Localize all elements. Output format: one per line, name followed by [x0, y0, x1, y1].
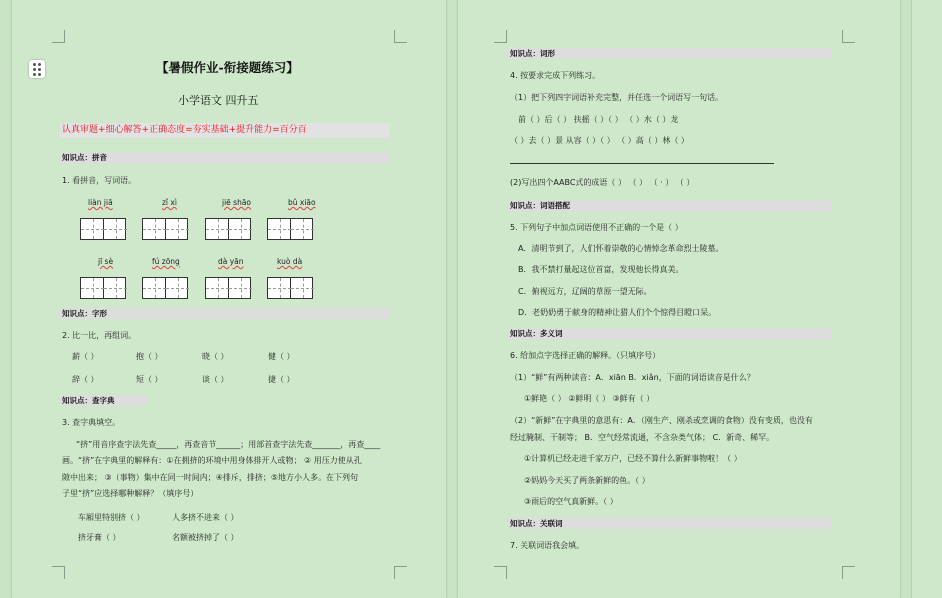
compare-item: 抱（ ） — [136, 352, 163, 361]
paragraph-line: 画。“挤”在字典里的解释有：①在拥挤的环境中用身体排开人或物； ② 用压力使从孔 — [62, 456, 362, 465]
drag-handle-icon[interactable] — [29, 60, 45, 78]
question-5: 5. 下列句子中加点词语使用不正确的一个是（ ） — [510, 223, 683, 232]
sentence-item: 人多挤不进来（ ） — [172, 513, 239, 522]
document-page-left — [12, 0, 446, 598]
compare-item: 捷（ ） — [268, 375, 295, 384]
writing-grid[interactable] — [142, 277, 188, 299]
writing-grid[interactable] — [267, 218, 313, 240]
crop-mark — [52, 566, 65, 579]
pinyin-label: bǔ xiāo — [288, 198, 316, 207]
question-6-part-1: （1）“鲜”有两种读音：A．xiān B．xiǎn，下面的词语读音是什么？ — [510, 373, 755, 382]
pinyin-label: kuò dà — [277, 257, 303, 266]
question-2: 2. 比一比，再组词。 — [62, 331, 137, 340]
paragraph-line: 子里“挤”应选择哪种解释？（填序号） — [62, 489, 199, 498]
writing-grid[interactable] — [142, 218, 188, 240]
question-4-part-2: (2)写出四个AABC式的成语（ ） （ ） （ · ） （ ） — [510, 178, 695, 187]
idiom-row: 前（ ）后（ ） 扶摇（ ）（ ） （ ）水（ ）龙 — [518, 115, 679, 124]
paragraph-line: 经过腌制、干制等； B．空气经常流通，不含杂类气体； C．新奇、稀罕。 — [510, 433, 775, 442]
writing-grid[interactable] — [267, 277, 313, 299]
answer-line — [510, 163, 774, 164]
pinyin-label: dà yān — [218, 257, 244, 266]
section-heading-conjunction: 知识点：关联词 — [508, 518, 832, 529]
compare-item: 辞（ ） — [72, 375, 99, 384]
crop-mark — [494, 30, 507, 43]
section-heading-dictionary: 知识点：查字典 — [60, 395, 148, 406]
choice-a: A．清明节到了，人们怀着崇敬的心情悼念革命烈士陵墓。 — [518, 244, 724, 253]
sentence-item: 挤牙膏（ ） — [78, 533, 121, 542]
sentence-item: ②妈妈今天买了两条新鲜的鱼。（ ） — [524, 476, 650, 485]
crop-mark — [842, 566, 855, 579]
compare-item: 谈（ ） — [202, 375, 229, 384]
question-1: 1. 看拼音，写词语。 — [62, 176, 137, 185]
crop-mark — [394, 30, 407, 43]
section-heading-polysemy: 知识点：多义词 — [508, 328, 832, 339]
section-heading-pinyin: 知识点：拼音 — [60, 152, 390, 163]
compare-item: 短（ ） — [136, 375, 163, 384]
compare-item: 薪（ ） — [72, 352, 99, 361]
paragraph-line: （2）“新鲜”在字典里的意思有：A．（刚生产、刚杀或烹调的食物）没有变质，也没有 — [510, 416, 813, 425]
question-3: 3. 查字典填空。 — [62, 418, 121, 427]
pinyin-label: jiē shāo — [222, 198, 252, 207]
question-4-part-1: （1）把下列四字词语补充完整，并任选一个词语写一句话。 — [510, 93, 724, 102]
reading-items: ①鲜艳（ ） ②鲜明（ ） ③鲜有（ ） — [524, 394, 655, 403]
compare-item: 健（ ） — [268, 352, 295, 361]
document-page-right — [458, 0, 900, 598]
next-page-edge — [912, 0, 942, 598]
writing-grid[interactable] — [205, 277, 251, 299]
document-title: 【暑假作业-衔接题练习】 — [156, 60, 299, 75]
section-heading-word-form: 知识点：词形 — [508, 48, 832, 59]
sentence-item: ①计算机已经走进千家万户，已经不算什么新鲜事物啦！（ ） — [524, 454, 742, 463]
paragraph-line: 隙中出来； ③（事物）集中在同一时间内；④排斥，排挤；⑤地方小人多。在下列句 — [62, 473, 359, 482]
sentence-item: 名额被挤掉了（ ） — [172, 533, 239, 542]
crop-mark — [842, 30, 855, 43]
pinyin-label: zǐ xì — [162, 198, 177, 207]
crop-mark — [394, 566, 407, 579]
question-6: 6. 给加点字选择正确的解释。（只填序号） — [510, 351, 661, 360]
sentence-item: 车厢里特别挤（ ） — [78, 513, 145, 522]
paragraph-line: “挤”用音序查字法先查_____，再查音节______；用部首查字法先查_______，再查____ — [76, 440, 381, 449]
writing-grid[interactable] — [80, 277, 126, 299]
choice-d: D．老奶奶勇于献身的精神让猎人们个个惊得目瞪口呆。 — [518, 308, 717, 317]
pinyin-label: jī sè — [98, 257, 114, 266]
section-heading-glyph: 知识点：字形 — [60, 308, 390, 319]
sentence-item: ③雨后的空气真新鲜。（ ） — [524, 497, 618, 506]
crop-mark — [494, 566, 507, 579]
choice-c: C．俯视远方，辽阔的草原一望无际。 — [518, 287, 652, 296]
writing-grid[interactable] — [80, 218, 126, 240]
document-subtitle: 小学语文 四升五 — [178, 94, 259, 107]
pinyin-label: liàn jiā — [88, 198, 113, 207]
choice-b: B．我不禁打量起这位首富，发现他长得真美。 — [518, 265, 684, 274]
idiom-row: （ ）去（ ）景 从容（ ）（ ） （ ）高（ ）林（ ） — [510, 136, 689, 145]
crop-mark — [52, 30, 65, 43]
section-heading-collocation: 知识点：词语搭配 — [508, 200, 832, 211]
motto-text: 认真审题+细心解答+正确态度=夯实基础+提升能力=百分百 — [62, 125, 307, 135]
compare-item: 晓（ ） — [202, 352, 229, 361]
question-4: 4. 按要求完成下列练习。 — [510, 71, 601, 80]
writing-grid[interactable] — [205, 218, 251, 240]
question-7: 7. 关联词语我会填。 — [510, 541, 585, 550]
pinyin-label: fú zōng — [152, 257, 180, 266]
